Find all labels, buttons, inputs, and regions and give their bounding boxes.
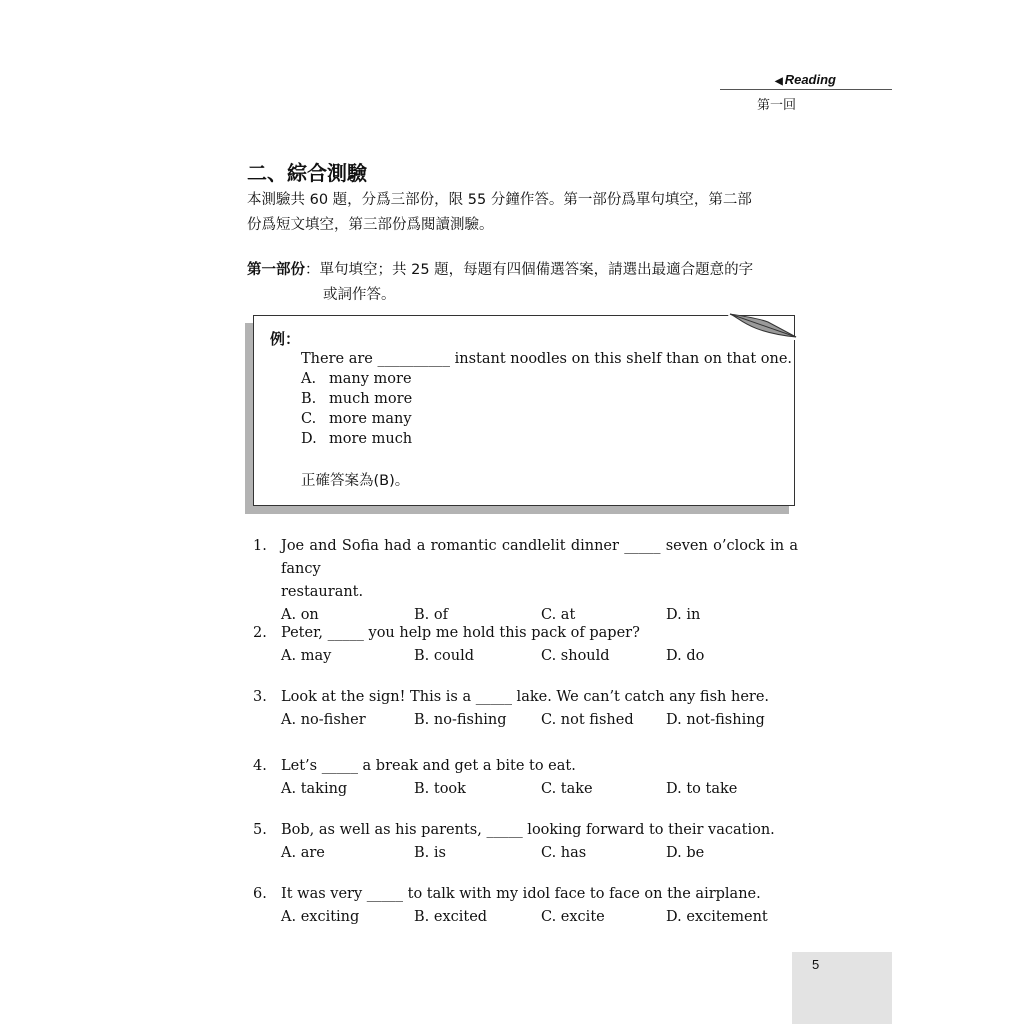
question-number: 2.: [253, 625, 267, 641]
option-letter: D.: [301, 431, 317, 447]
option-letter: B.: [301, 391, 317, 407]
option-d[interactable]: D. be: [666, 845, 705, 861]
round-label: 第一回: [756, 98, 796, 113]
option-b[interactable]: B. no-fishing: [414, 712, 507, 728]
option-c[interactable]: C. should: [541, 648, 610, 664]
option-a[interactable]: A. on: [281, 607, 319, 623]
triangle-left-icon: ◀: [775, 76, 783, 87]
example-option: [301, 409, 792, 429]
example-option: [301, 369, 792, 389]
option-d[interactable]: D. not-fishing: [666, 712, 765, 728]
part-line-1: ：單句填空；共 25 題，每題有四個備選答案，請選出最適合題意的字: [305, 262, 754, 278]
question-number: 3.: [253, 689, 267, 705]
question-text-continued: restaurant.: [281, 584, 364, 600]
part-instructions: [247, 258, 807, 308]
option-a[interactable]: A. taking: [281, 781, 348, 797]
question-4: [253, 755, 798, 801]
question-text: Joe and Sofia had a romantic candlelit dinner _____ seven o’clock in a fancy: [281, 538, 798, 577]
question-1: [253, 535, 798, 627]
question-text: Bob, as well as his parents, _____ looking forward to their vacation.: [281, 822, 775, 838]
part-line-2: 或詞作答。: [323, 287, 396, 303]
option-b[interactable]: B. took: [414, 781, 466, 797]
question-6: [253, 883, 798, 929]
option-text: more many: [329, 411, 412, 427]
question-stem: [253, 622, 798, 645]
question-options: [281, 842, 798, 865]
question-2: [253, 622, 798, 668]
question-text: Let’s _____ a break and get a bite to eat.: [281, 758, 576, 774]
example-option: [301, 429, 792, 449]
intro-line: 本測驗共 60 題，分爲三部份，限 55 分鐘作答。第一部份爲單句填空，第二部: [247, 192, 752, 208]
intro-paragraph: [247, 188, 803, 238]
option-c[interactable]: C. has: [541, 845, 587, 861]
question-stem: [253, 883, 798, 906]
option-d[interactable]: D. in: [666, 607, 701, 623]
page-number-tab: [792, 952, 892, 1024]
option-a[interactable]: A. may: [281, 648, 332, 664]
page-number: 5: [812, 957, 820, 972]
option-a[interactable]: A. no-fisher: [281, 712, 366, 728]
option-c[interactable]: C. take: [541, 781, 593, 797]
option-letter: A.: [301, 371, 317, 387]
question-number: 6.: [253, 886, 267, 902]
question-number: 1.: [253, 538, 267, 554]
example-option: [301, 389, 792, 409]
example-body: [301, 349, 792, 449]
option-d[interactable]: D. do: [666, 648, 705, 664]
section-name: Reading: [784, 72, 836, 87]
page-curl-icon: [728, 312, 798, 340]
header-section: [720, 72, 892, 90]
option-b[interactable]: B. of: [414, 607, 448, 623]
option-a[interactable]: A. are: [281, 845, 325, 861]
question-options: [281, 906, 798, 929]
question-stem: [253, 819, 798, 842]
option-a[interactable]: A. exciting: [281, 909, 360, 925]
example-label: 例：: [270, 330, 301, 348]
question-text: Peter, _____ you help me hold this pack of paper?: [281, 625, 640, 641]
example-answer: 正確答案為(B)。: [301, 473, 410, 489]
option-text: many more: [329, 371, 412, 387]
question-options: [281, 645, 798, 668]
option-b[interactable]: B. could: [414, 648, 474, 664]
option-c[interactable]: C. at: [541, 607, 576, 623]
option-letter: C.: [301, 411, 317, 427]
question-5: [253, 819, 798, 865]
option-text: much more: [329, 391, 413, 407]
question-number: 5.: [253, 822, 267, 838]
section-title: 二、綜合測驗: [247, 161, 367, 185]
question-options: [281, 709, 798, 732]
part-label: 第一部份: [247, 262, 305, 278]
question-number: 4.: [253, 758, 267, 774]
question-text: Look at the sign! This is a _____ lake. We can’t catch any fish here.: [281, 689, 770, 705]
option-d[interactable]: D. to take: [666, 781, 738, 797]
question-text: It was very _____ to talk with my idol face to face on the airplane.: [281, 886, 761, 902]
header-section-label: [720, 72, 892, 89]
option-c[interactable]: C. excite: [541, 909, 605, 925]
question-stem: [253, 755, 798, 778]
option-d[interactable]: D. excitement: [666, 909, 768, 925]
question-3: [253, 686, 798, 732]
question-stem: [253, 686, 798, 709]
option-b[interactable]: B. excited: [414, 909, 488, 925]
example-question: There are __________ instant noodles on this shelf than on that one.: [301, 351, 793, 367]
question-stem: [253, 535, 798, 581]
option-text: more much: [329, 431, 413, 447]
intro-line: 份爲短文填空，第三部份爲閱讀測驗。: [247, 217, 494, 233]
option-b[interactable]: B. is: [414, 845, 446, 861]
option-c[interactable]: C. not fished: [541, 712, 634, 728]
question-options: [281, 778, 798, 801]
